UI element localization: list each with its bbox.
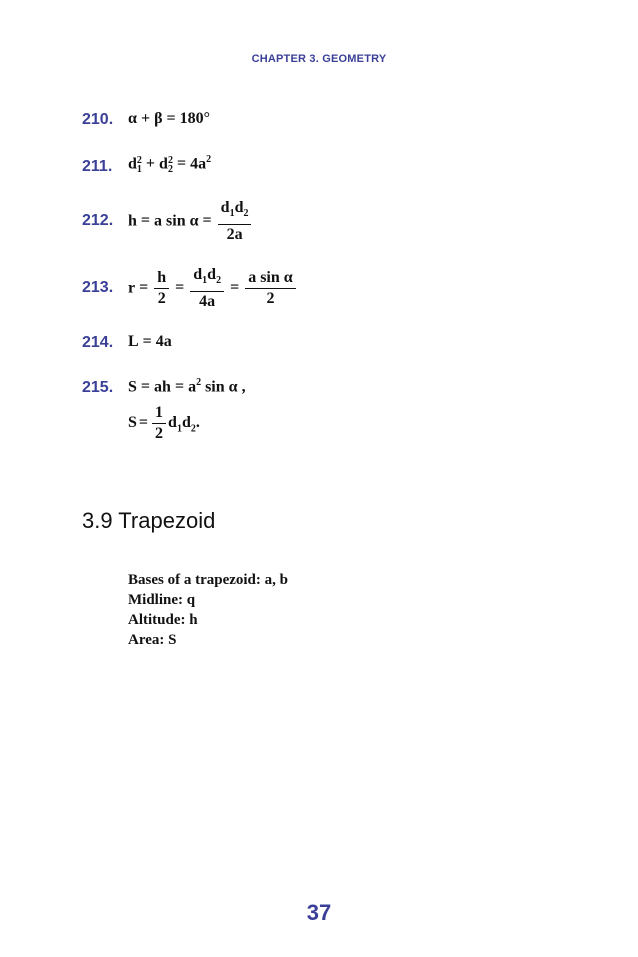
formula-210: α + β = 180°: [128, 110, 211, 127]
formula-215-line-2: S = $\frac{1}{2}$ $d_1d_2$.: [128, 404, 200, 442]
formula-215-line-1: S = ah = $a^2$ sin α ,: [128, 377, 246, 396]
page-number: 37: [306, 900, 332, 925]
fraction-213-b: $\frac{d_1d_2}{4a}$: [190, 265, 224, 312]
formula-number-212: 212.: [82, 212, 114, 229]
running-head: CHAPTER 3. GEOMETRY: [251, 53, 387, 65]
formula-number-214: 214.: [82, 334, 114, 351]
fraction-212: $\frac{d_1d_2}{2a}$: [218, 198, 252, 245]
formula-number-215: 215.: [82, 379, 114, 396]
section-title: 3.9 Trapezoid: [82, 508, 216, 533]
fraction-213-a: $\frac{h}{2}$: [154, 268, 169, 309]
definition-midline: Midline: q: [128, 592, 196, 608]
fraction-213-c: $\frac{\text{a sin α}}{2}$: [245, 268, 296, 309]
definition-list: [128, 570, 288, 650]
definition-area: Area: S: [128, 632, 177, 648]
formula-number-210: 210.: [82, 111, 114, 128]
formula-214: L = 4a: [128, 333, 172, 350]
formula-211: d 2 1 + d 2 2 = $4a^2$: [128, 154, 212, 175]
formula-212: h = a sin α = $\frac{d_1d_2}{2a}$: [128, 198, 253, 245]
definition-bases: Bases of a trapezoid: a, b: [128, 572, 288, 588]
fraction-215: $\frac{1}{2}$: [152, 403, 166, 444]
formula-number-213: 213.: [82, 279, 114, 296]
formula-number-211: 211.: [82, 158, 113, 175]
definition-altitude: Altitude: h: [128, 612, 198, 628]
formula-213: r = $\frac{h}{2}$ = $\frac{d_1d_2}{4a}$ = $\frac{\text{a sin α}}{2}$: [128, 265, 298, 312]
